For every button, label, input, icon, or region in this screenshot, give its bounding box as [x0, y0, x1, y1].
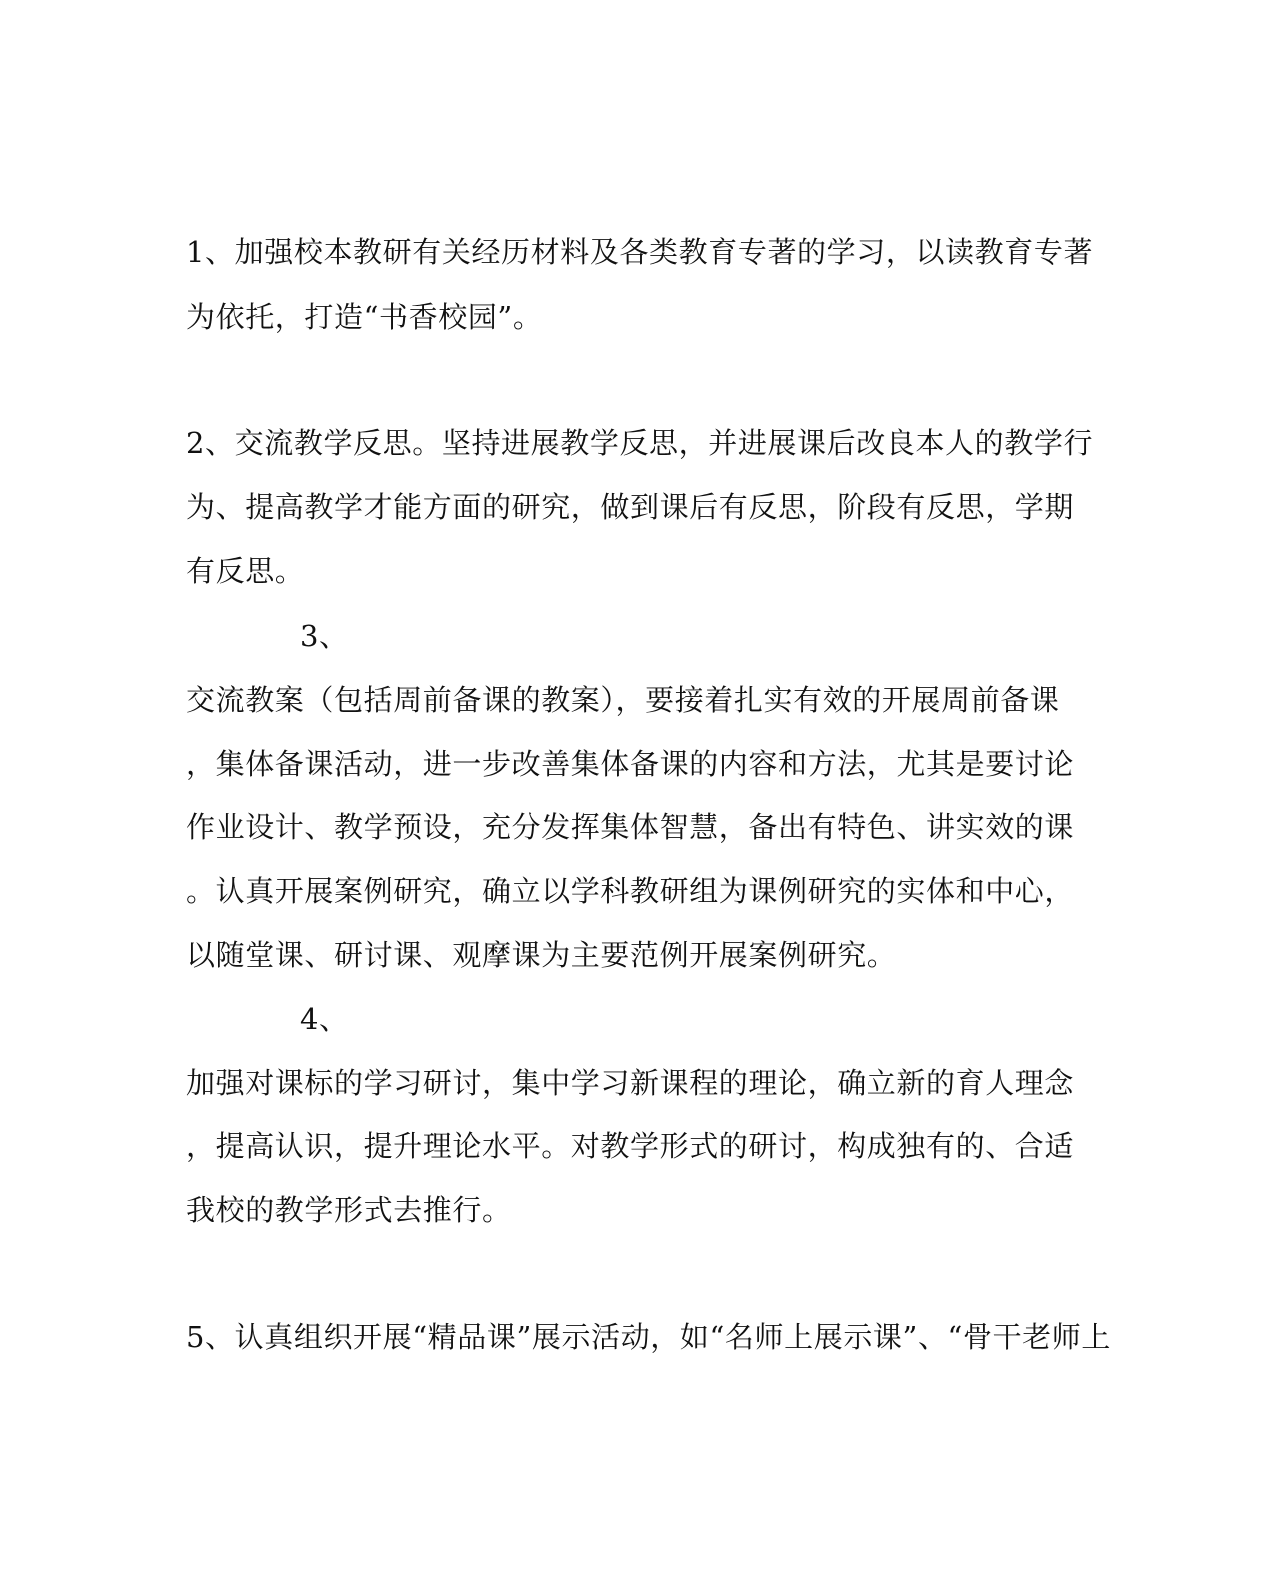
paragraph-3-line-2: ，集体备课活动，进一步改善集体备课的内容和方法，尤其是要讨论 — [186, 747, 1075, 781]
paragraph-3-line-1: 交流教案（包括周前备课的教案），要接着扎实有效的开展周前备课 — [186, 683, 1060, 717]
paragraph-3-line-5: 以随堂课、研讨课、观摩课为主要范例开展案例研究。 — [186, 938, 897, 972]
paragraph-3-number: 3、 — [300, 619, 349, 653]
paragraph-1-line-2: 为依托，打造“书香校园”。 — [186, 300, 543, 334]
paragraph-2-line-1: 2、交流教学反思。坚持进展教学反思，并进展课后改良本人的教学行 — [186, 426, 1094, 460]
paragraph-4-number: 4、 — [300, 1002, 349, 1036]
paragraph-5-line-1: 5、认真组织开展“精品课”展示活动，如“名师上展示课”、“骨干老师上 — [186, 1320, 1111, 1354]
paragraph-4-line-3: 我校的教学形式去推行。 — [186, 1193, 512, 1227]
paragraph-4-line-1: 加强对课标的学习研讨，集中学习新课程的理论，确立新的育人理念 — [186, 1066, 1075, 1100]
paragraph-3-line-4: 。认真开展案例研究，确立以学科教研组为课例研究的实体和中心， — [186, 874, 1075, 908]
paragraph-2-line-2: 为、提高教学才能方面的研究，做到课后有反思，阶段有反思，学期 — [186, 490, 1075, 524]
paragraph-4-line-2: ，提高认识，提升理论水平。对教学形式的研讨，构成独有的、合适 — [186, 1129, 1075, 1163]
paragraph-1-line-1: 1、加强校本教研有关经历材料及各类教育专著的学习，以读教育专著 — [186, 235, 1094, 269]
paragraph-3-line-3: 作业设计、教学预设，充分发挥集体智慧，备出有特色、讲实效的课 — [186, 810, 1075, 844]
paragraph-2-line-3: 有反思。 — [186, 554, 305, 588]
